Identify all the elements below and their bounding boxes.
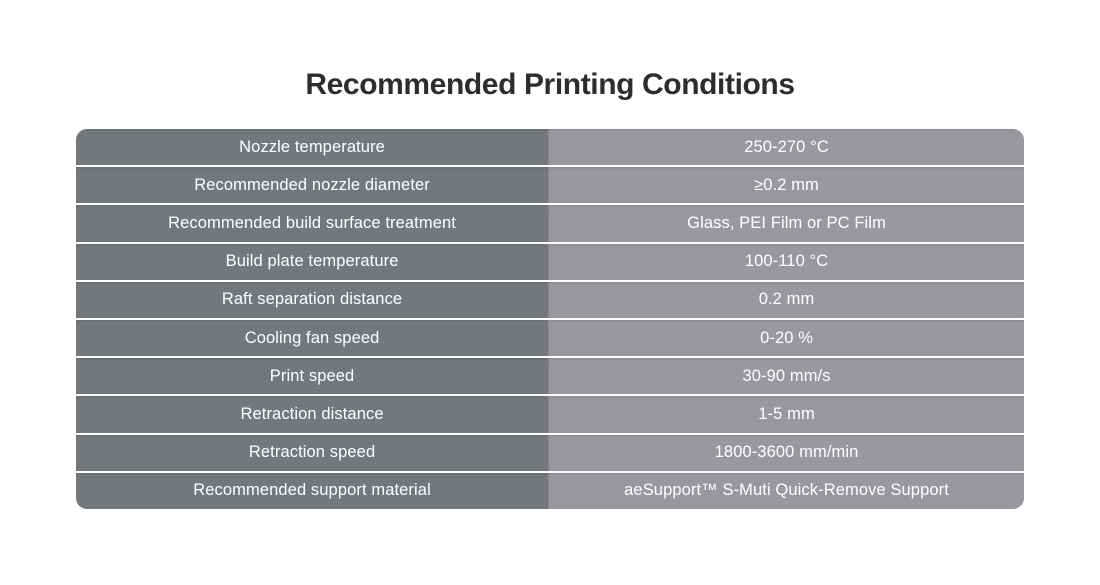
row-value: 1-5 mm bbox=[548, 396, 1024, 432]
table-row bbox=[76, 282, 1024, 318]
row-label: Cooling fan speed bbox=[76, 320, 548, 356]
row-label: Raft separation distance bbox=[76, 282, 548, 318]
row-label: Retraction distance bbox=[76, 396, 548, 432]
row-label: Nozzle temperature bbox=[76, 129, 548, 165]
row-value: ≥0.2 mm bbox=[548, 167, 1024, 203]
row-label: Recommended nozzle diameter bbox=[76, 167, 548, 203]
row-label: Recommended support material bbox=[76, 473, 548, 509]
table-row bbox=[76, 320, 1024, 356]
row-value: 1800-3600 mm/min bbox=[548, 435, 1024, 471]
row-label: Retraction speed bbox=[76, 435, 548, 471]
table-row bbox=[76, 473, 1024, 509]
row-label: Print speed bbox=[76, 358, 548, 394]
row-value: 0.2 mm bbox=[548, 282, 1024, 318]
row-value: Glass, PEI Film or PC Film bbox=[548, 205, 1024, 241]
row-value: 100-110 °C bbox=[548, 244, 1024, 280]
table-row bbox=[76, 205, 1024, 241]
table-row bbox=[76, 396, 1024, 432]
table-row bbox=[76, 358, 1024, 394]
table-row bbox=[76, 244, 1024, 280]
table-row bbox=[76, 167, 1024, 203]
spec-table bbox=[76, 129, 1024, 509]
row-label: Recommended build surface treatment bbox=[76, 205, 548, 241]
row-value: aeSupport™ S-Muti Quick-Remove Support bbox=[548, 473, 1024, 509]
row-value: 250-270 °C bbox=[548, 129, 1024, 165]
row-value: 0-20 % bbox=[548, 320, 1024, 356]
row-value: 30-90 mm/s bbox=[548, 358, 1024, 394]
table-row bbox=[76, 435, 1024, 471]
row-label: Build plate temperature bbox=[76, 244, 548, 280]
page-title: Recommended Printing Conditions bbox=[305, 68, 795, 101]
table-row bbox=[76, 129, 1024, 165]
